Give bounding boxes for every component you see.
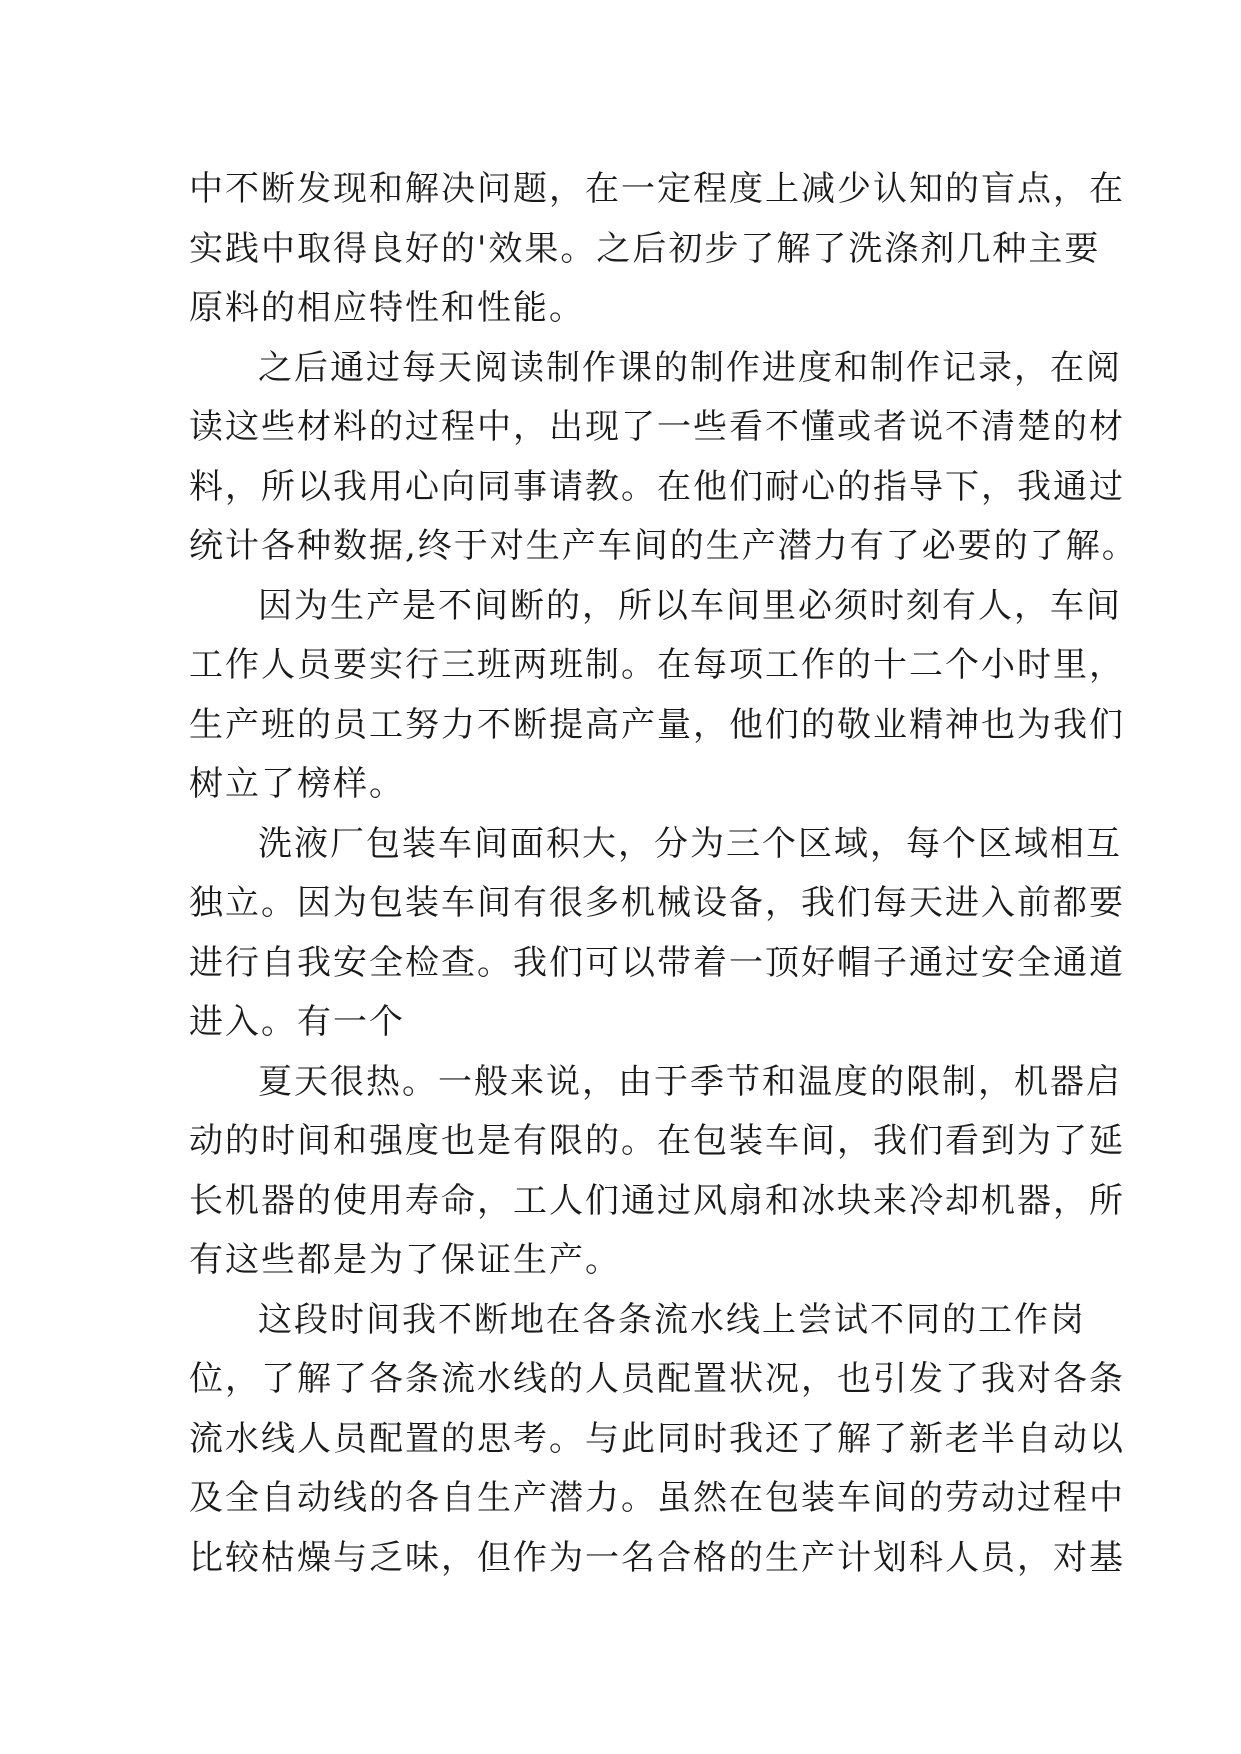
text-line: 进入。有一个 [189, 1002, 405, 1042]
text-line: 生产班的员工努力不断提高产量，他们的敬业精神也为我们 [189, 704, 1125, 745]
text-line: 独立。因为包装车间有很多机械设备，我们每天进入前都要 [189, 883, 1125, 923]
text-line: 读这些材料的过程中，出现了一些看不懂或者说不清楚的材 [189, 407, 1125, 447]
document-body [189, 160, 1138, 1588]
paragraph-first-line: 这段时间我不断地在各条流水线上尝试不同的工作岗 [258, 1299, 1086, 1340]
text-line: 树立了榜样。 [189, 764, 405, 804]
text-line: 原料的相应特性和性能。 [189, 288, 585, 328]
text-line: 流水线人员配置的思考。与此同时我还了解了新老半自动以 [189, 1418, 1125, 1459]
text-line: 及全自动线的各自生产潜力。虽然在包装车间的劳动过程中 [189, 1478, 1125, 1518]
paragraph-first-line: 夏天很热。一般来说，由于季节和温度的限制，机器启 [258, 1061, 1122, 1102]
paragraph-first-line: 因为生产是不间断的，所以车间里必须时刻有人，车间 [258, 585, 1122, 626]
text-line: 进行自我安全检查。我们可以带着一顶好帽子通过安全通道 [189, 942, 1125, 983]
paragraph-first-line: 洗液厂包装车间面积大，分为三个区域，每个区域相互 [258, 823, 1122, 864]
text-line: 动的时间和强度也是有限的。在包装车间，我们看到为了延 [189, 1121, 1125, 1161]
text-line: 比较枯燥与乏味，但作为一名合格的生产计划科人员，对基 [189, 1537, 1125, 1578]
text-line: 料，所以我用心向同事请教。在他们耐心的指导下，我通过 [189, 466, 1125, 507]
text-line: 长机器的使用寿命，工人们通过风扇和冰块来冷却机器，所 [189, 1180, 1125, 1221]
text-line: 工作人员要实行三班两班制。在每项工作的十二个小时里， [189, 645, 1125, 685]
text-line: 实践中取得良好的'效果。之后初步了解了洗涤剂几种主要 [189, 228, 1101, 269]
text-line: 有这些都是为了保证生产。 [189, 1240, 621, 1280]
text-line: 中不断发现和解决问题，在一定程度上减少认知的盲点，在 [189, 169, 1125, 209]
text-line: 位，了解了各条流水线的人员配置状况，也引发了我对各条 [189, 1359, 1125, 1399]
text-line: 统计各种数据,终于对生产车间的生产潜力有了必要的了解。 [189, 526, 1138, 566]
paragraph-first-line: 之后通过每天阅读制作课的制作进度和制作记录，在阅 [258, 347, 1122, 388]
